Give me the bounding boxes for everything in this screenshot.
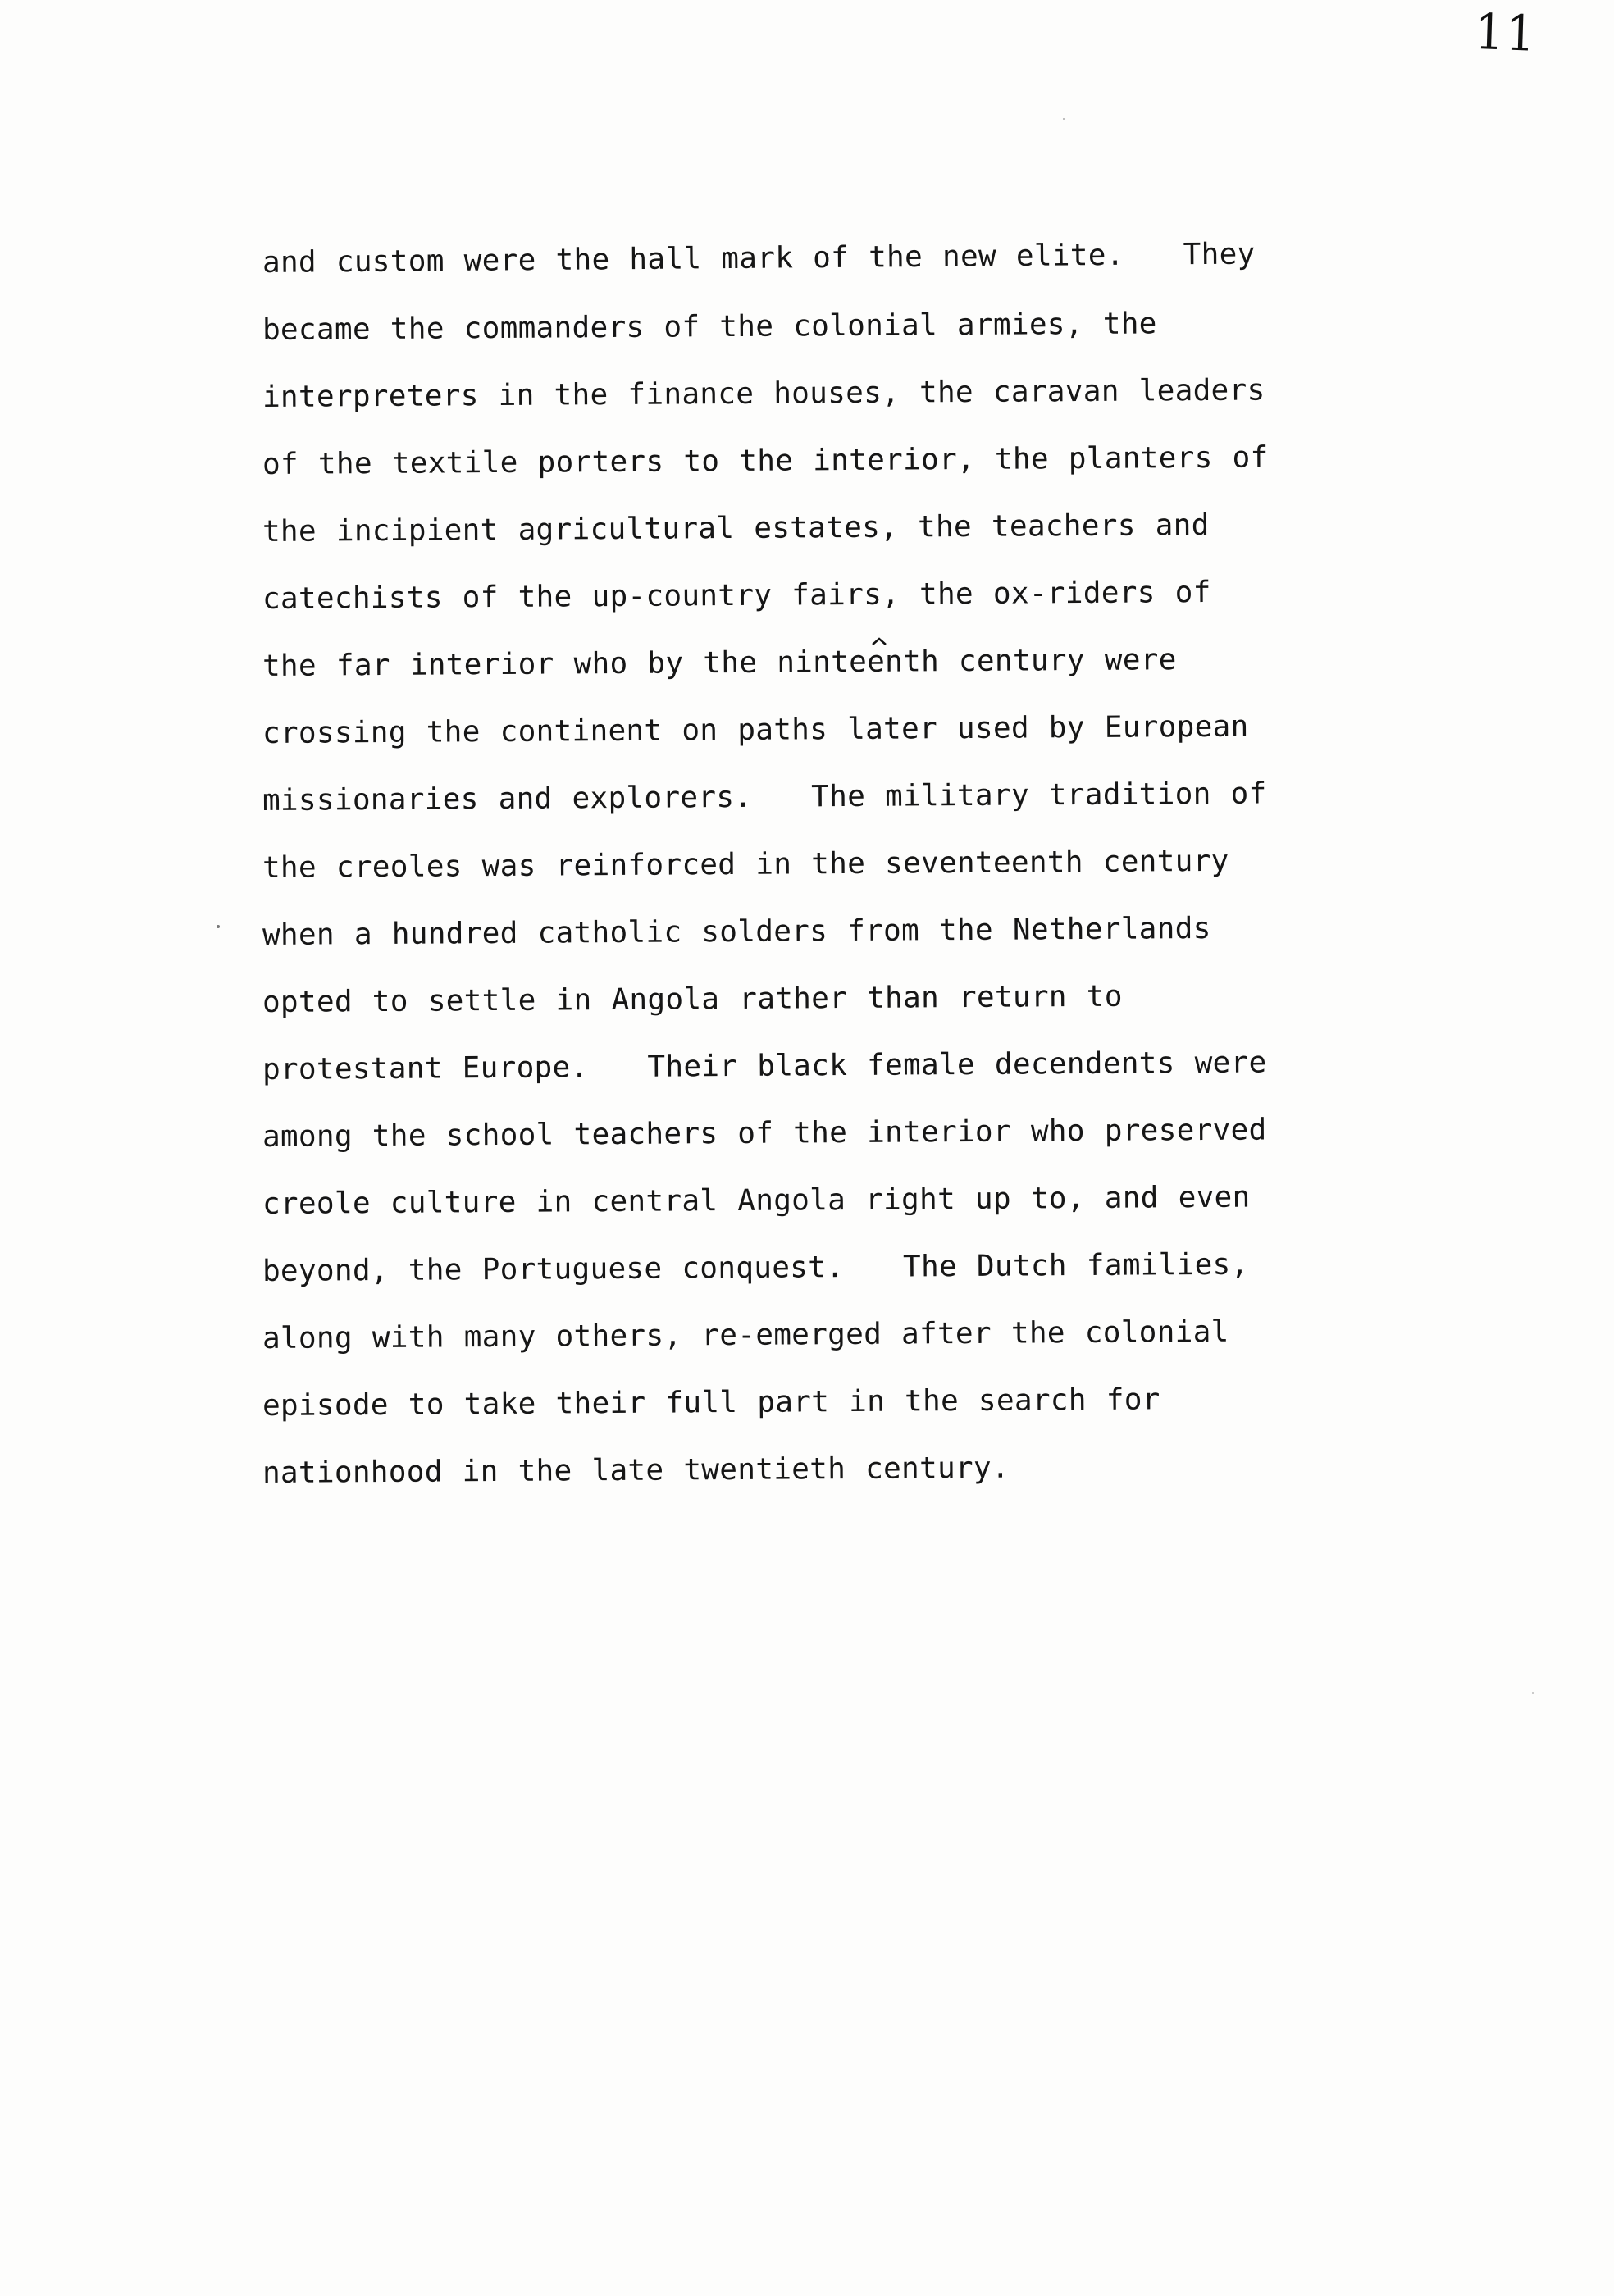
text-line: beyond, the Portuguese conquest. The Dutch families, [262, 1247, 1249, 1288]
scan-speck [217, 925, 220, 928]
text-line: the creoles was reinforced in the seventeenth century [262, 844, 1229, 885]
scan-speck [1532, 1692, 1534, 1694]
page-number: 11 [1474, 3, 1539, 63]
text-line: crossing the continent on paths later used by European [262, 709, 1249, 750]
body-paragraph [262, 230, 1427, 1507]
text-line: and custom were the hall mark of the new elite. They [262, 237, 1256, 280]
text-line: the incipient agricultural estates, the teachers and [262, 508, 1210, 549]
text-line: nationhood in the late twentieth century. [262, 1451, 1010, 1490]
text-line: became the commanders of the colonial armies, the [262, 307, 1157, 347]
text-line: the far interior who by the ninteenth century were [262, 643, 1177, 683]
text-line: protestant Europe. Their black female decendents were [262, 1046, 1267, 1086]
text-line: opted to settle in Angola rather than return to [262, 979, 1123, 1019]
text-line: of the textile porters to the interior, the planters of [262, 440, 1269, 481]
text-line: catechists of the up-country fairs, the ox-riders of [262, 575, 1211, 616]
text-line: missionaries and explorers. The military tradition of [262, 777, 1267, 818]
text-line: along with many others, re-emerged after the colonial [262, 1314, 1229, 1355]
text-line: creole culture in central Angola right up to, and even [262, 1180, 1251, 1221]
handwritten-insertion-mark-icon [869, 636, 889, 648]
text-line: among the school teachers of the interior who preserved [262, 1113, 1267, 1154]
scan-speck [1063, 118, 1065, 120]
text-line: when a hundred catholic solders from the Netherlands [262, 911, 1211, 952]
text-line: episode to take their full part in the search for [262, 1383, 1160, 1423]
text-line: interpreters in the finance houses, the caravan leaders [262, 373, 1265, 414]
